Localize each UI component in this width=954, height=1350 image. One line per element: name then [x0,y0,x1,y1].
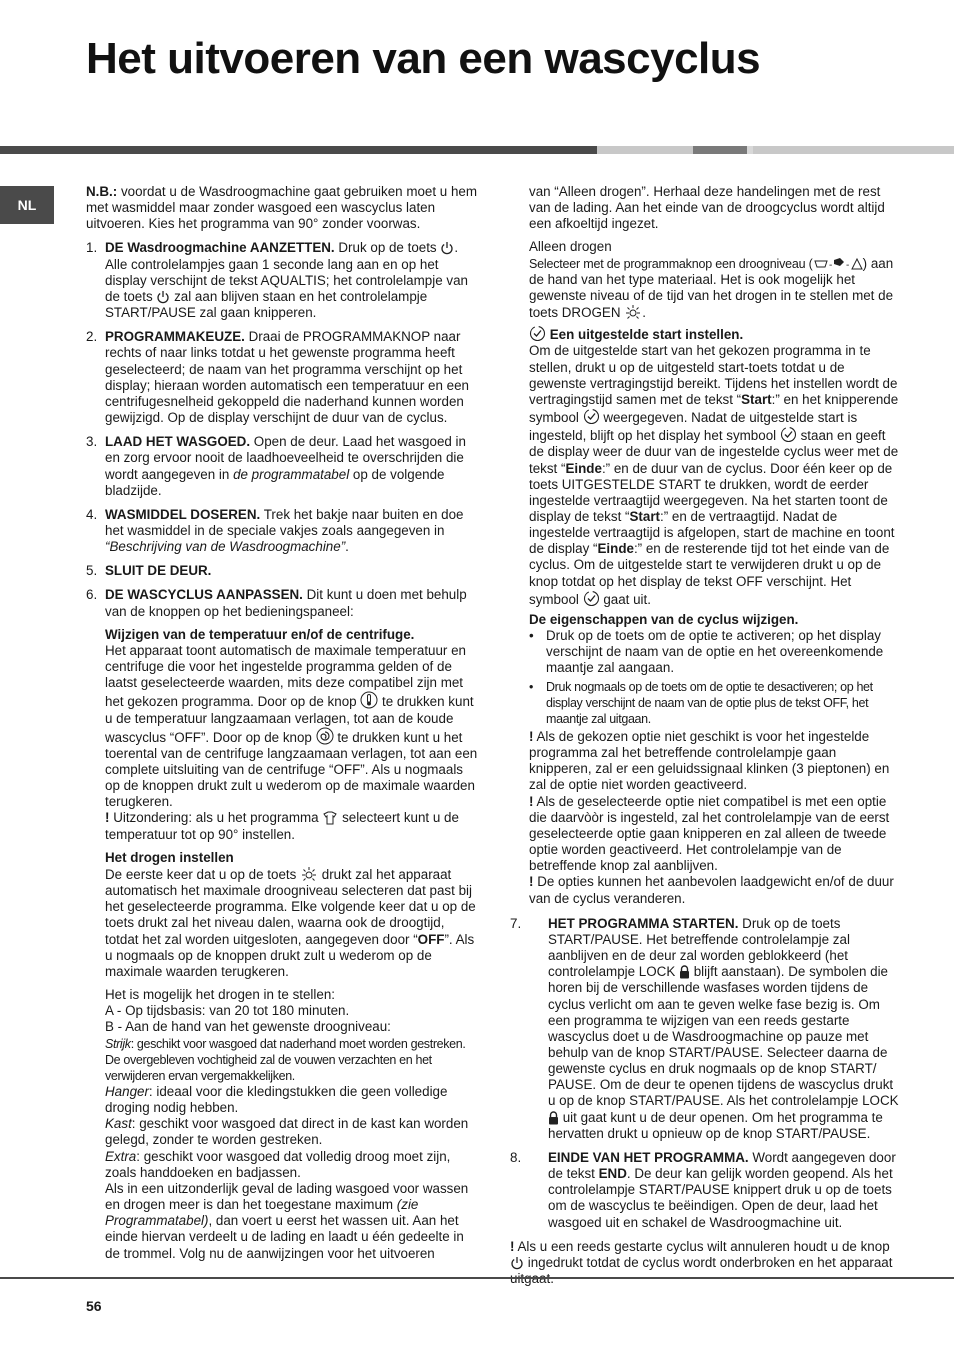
svg-text:-: - [845,259,849,271]
header-bar-segment [597,146,693,154]
continued-paragraph: van “Alleen drogen”. Herhaal deze handelingen met de rest van de lading. Aan het einde van de droogcyclus wordt altijd een afkoeltijd ingezet. [529,184,885,232]
delay-start-icon [583,590,600,607]
temperature-icon [360,691,378,709]
temperature-section: Wijzigen van de temperatuur en/of de centrifuge. Het apparaat toont automatisch de maximale temperatuur en centrifuge die voor het ingestelde programma gelden of de laatst geselecteerde waarden, mits deze compatibel zijn met het gekozen programma. Door op de knop te drukken kunt u de temperatuur langzaamaan verlagen, tot aan de koude wascyclus “OFF”. Door op de knop te drukken kunt u het toerental van de centrifuge langzaamaan verlagen, tot aan een complete uitsluiting van de centrifuge “OFF”. Als u nogmaals op de knoppen drukt zult u wederom op de maximale waarden terugkeren. ! Uitzondering: als u het programma selecteert kunt u de temperatuur tot op 90° instellen. [105,626,478,842]
delay-start-icon [780,426,797,443]
step-5: 5. SLUIT DE DEUR. [86,563,212,579]
spin-icon [316,727,334,745]
step-7: 7. HET PROGRAMMA STARTEN. Druk op de toets START/PAUSE. Het betreffende controlelampje zal aanblijven en de deur zal worden geblokkeerd (het controlelampje LOCK blijft aanstaan). De symbolen die horen bij de verschillende wasfases worden tijdens de cyclus verlicht om aan te geven welke fase bezig is. Om een programma te wijzigen van een reeds gestarte wascyclus doet u de Wasdroogmachine op pauze met behulp van de knop START/PAUSE. Selecteer daarna de gewenste cyclus en druk nogmaals op de knop START/ PAUSE. Om de deur te openen tijdens de wascyclus drukt u op de knop START/PAUSE. Als het controlelampje LOCK uit gaat kunt u de deur openen. Om het programma te hervatten drukt u opnieuw op de knop START/PAUSE. [510,915,899,1141]
list-item: • Druk nogmaals op de toets om de optie te desactiveren; op het display verschijnt de naam van de optie plus de tekst OFF, het maantje zal uitgaan. [529,679,873,726]
list-item: • Druk op de toets om de optie te activeren; op het display verschijnt de naam van de optie en het overeenkomende maantje zal aangaan. [529,628,884,676]
step-8: 8. EINDE VAN HET PROGRAMMA. Wordt aangegeven door de tekst END. De deur kan gelijk worden geopend. Als het controlelampje START/PAUSE knippert druk u op de toets om de wascyclus te beëindigen. Open de deur, laad het wasgoed uit en schakel de Wasdroogmachine uit. [510,1149,896,1230]
warning-paragraph: ! Als de gekozen optie niet geschikt is voor het ingestelde programma zal het betreffende controlelampje gaan knipperen, zal er een geluidssignaal klinken (3 pieptonen) en zal de optie niet worden geactiveerd. [529,729,890,793]
right-column [510,184,901,1287]
steps-list-continued [510,915,901,1231]
footer-rule [0,1277,954,1279]
delay-start-icon [529,325,546,342]
header-bar-segment [693,146,747,154]
drying-icon [624,304,642,320]
step-2: 2. PROGRAMMAKEUZE. Draai de PROGRAMMAKNOP naar rechts of naar links totdat u het gewenste programma heeft geselecteerd; de naam van het programma verschijnt op het display; hieraan worden automatisch een temperatuur en een centrifugesnelheid gekoppeld die naderhand kunnen worden gewijzigd. Op de display verschijnt de duur van de cyclus. [86,329,470,426]
header-bar [0,146,597,154]
properties-section: De eigenschappen van de cyclus wijzigen. • Druk op de toets om de optie te activeren; op het display verschijnt de naam van de optie en het overeenkomende maantje zal aangaan. • Druk nogmaals op de toets om de optie te desactiveren; op het display verschijnt de naam van de optie plus de tekst OFF, het maantje zal uitgaan. ! Als de gekozen optie niet geschikt is voor het ingestelde programma zal het betreffende controlelampje gaan knipperen, zal er een geluidssignaal klinken (3 pieptonen) en zal de optie niet worden geactiveerd. ! Als de geselecteerde optie niet compatibel is met een optie die daarvòòr is ingesteld, zal het controlelampje van de eerst geselecteerde optie gaan knipperen en zal alleen de tweede optie worden geactiveerd. Het controlelampje van de betreffende knop zal aanblijven. ! De opties kunnen het aanbevolen laadgewicht en/of de duur van de cyclus veranderen. [529,612,901,907]
left-column [86,184,478,1270]
drying-section: Het drogen instellen De eerste keer dat u op de toets drukt zal het apparaat automatisch het maximale droogniveau selecteren dat past bij het geselecteerde programma. Elke volgende keer dat u op de toets drukt zal het niveau dalen, waarna ook de droogtijd, totdat het zal worden uitgesloten, aangegeven door “OFF”. Als u nogmaals op de knoppen drukt zult u wederom op de maximale waarden terugkeren. [105,849,476,979]
step-6: 6. DE WASCYCLUS AANPASSEN. Dit kunt u doen met behulp van de knoppen op het bedieningspaneel: Wijzigen van de temperatuur en/of de centrifuge. Het apparaat toont automatisch de maximale temperatuur en centrifuge die voor het ingestelde programma gelden of de laatst geselecteerde waarden, mits deze compatibel zijn met het gekozen programma. Door op de knop te drukken kunt u de temperatuur langzaamaan verlagen, tot aan de koude wascyclus “OFF”. Door op de knop te drukken kunt u het toerental van de centrifuge langzaamaan verlagen, tot aan een complete uitsluiting van de centrifuge “OFF”. Als u nogmaals op de knoppen drukt zult u wederom op de maximale waarden terugkeren. ! Uitzondering: als u het programma selecteert kunt u de temperatuur tot op 90° instellen. Het drogen instellen De eerste keer dat u op de toets drukt zal het apparaat automatisch het maximale droogniveau selecteren dat past bij het geselecteerde programma. Elke volgende keer dat u op de toets drukt zal het niveau dalen, waarna ook de droogtijd, totdat het zal worden uitgesloten, aangegeven door “OFF”. Als u nogmaals op de knoppen drukt zult u wederom op de maximale waarden terugkeren. Het is mogelijk het drogen in te stellen: A - Op tijdsbasis: van 20 tot 180 minuten. B - Aan de hand van het gewenste droogniveau: Strijk: geschikt voor wasgoed dat naderhand moet worden gestreken. De overgebleven vochtigheid zal de vouwen verzachten en het verwijderen ervan vergemakkelijken. Hanger: ideaal voor die kledingstukken die geen volledige droging nodig hebben. Kast: geschikt voor wasgoed dat direct in de kast kan worden gelegd, zonder te worden gestreken. Extra: geschikt voor wasgoed dat volledig droog moet zijn, zoals handdoeken en badjassen. Als in een uitzonderlijk geval de lading wasgoed voor wassen en drogen meer is dan het toegestane maximum (zie Programmatabel), dan voert u eerst het wassen uit. Aan het einde hiervan verdeelt u de lading en laadt u één gedeelte in de trommel. Volg nu de aanwijzingen voor het uitvoeren [86,587,478,1261]
lock-icon [679,965,690,979]
steps-list [86,240,478,1261]
warning-paragraph: ! De opties kunnen het aanbevolen laadgewicht en/of de duur van de cyclus veranderen. [529,874,894,906]
wool-icon [322,811,338,825]
language-tab: NL [0,186,54,224]
power-icon [510,1256,524,1270]
page-title: Het uitvoeren van een wascyclus [86,34,761,83]
power-icon [156,290,170,304]
step-1: 1. DE Wasdroogmachine AANZETTEN. Druk op de toets . Alle controlelampjes gaan 1 seconde lang aan en op het display verschijnt de tekst AQUALTIS; het controlelampje van de toets zal aan blijven staan en het controlelampje START/PAUSE zal gaan knipperen. [86,240,468,321]
svg-text:-: - [828,259,832,271]
alleen-drogen-section: Alleen drogen Selecteer met de programmaknop een droogniveau ( - - ) aan de hand van het type materiaal. Het is ook mogelijk het gewenste niveau of de tijd van het drogen in te stellen met de toets DROGEN . [529,239,894,321]
step-3: 3. LAAD HET WASGOED. Open de deur. Laad het wasgoed in en zorg ervoor nooit de laadhoeveelheid te overschrijden die wordt aangegeven in de programmatabel op de volgende bladzijde. [86,434,466,498]
drying-options: Het is mogelijk het drogen in te stellen: A - Op tijdsbasis: van 20 tot 180 minuten. B - Aan de hand van het gewenste droogniveau: Strijk: geschikt voor wasgoed dat naderhand moet worden gestreken. De overgebleven vochtigheid zal de vouwen verzachten en het verwijderen ervan vergemakkelijken. Hanger: ideaal voor die kledingstukken die geen volledige droging nodig hebben. Kast: geschikt voor wasgoed dat direct in de kast kan worden gelegd, zonder te worden gestreken. Extra: geschikt voor wasgoed dat volledig droog moet zijn, zoals handdoeken en badjassen. Als in een uitzonderlijk geval de lading wasgoed voor wassen en drogen meer is dan het toegestane maximum (zie Programmatabel), dan voert u eerst het wassen uit. Aan het einde hiervan verdeelt u de lading en laadt u één gedeelte in de trommel. Volg nu de aanwijzingen voor het uitvoeren [105,987,469,1261]
power-icon [440,241,454,255]
step-4: 4. WASMIDDEL DOSEREN. Trek het bakje naar buiten en doe het wasmiddel in de speciale vakjes zoals aangegeven in “Beschrijving van de Wasdroogmachine”. [86,506,464,555]
delay-start-icon [583,408,600,425]
dry-level-icon [813,257,863,271]
lock-icon [548,1111,559,1125]
delay-start-section: Een uitgestelde start instellen. Om de uitgestelde start van het gekozen programma in te stellen, drukt u op de uitgesteld start-toets totdat u de gewenste vertragingstijd bereikt. Tijdens het instellen wordt de vertragingstijd samen met de tekst “Start:” en het knipperende symbool weergegeven. Nadat de uitgestelde start is ingesteld, blijft op het display het symbool staan en geeft de display weer de duur van de ingestelde cyclus weer met de tekst “Einde:” en de duur van de cyclus. Door één keer op de toets UITGESTELDE START te drukken, wordt de eerder ingestelde vertraagtijd weergegeven. Na het starten toont de display de tekst “Start:” en de vertraagtijd. Nadat de ingestelde vertraagtijd is afgelopen, start de machine en toont de display “Einde:” en de resterende tijd tot het einde van de cyclus. Om de uitgestelde start te verwijderen drukt u op de knop totdat op het display de tekst OFF verschijnt. Het symbool gaat uit. [529,327,899,607]
nb-paragraph: N.B.: voordat u de Wasdroogmachine gaat gebruiken moet u hem met wasmiddel maar zonder wasgoed een wascyclus laten uitvoeren. Kies het programma van 90° zonder voorwas. [86,184,478,232]
cancel-paragraph: ! Als u een reeds gestarte cyclus wilt annuleren houdt u de knop ingedrukt totdat de cyclus wordt onderbroken en het apparaat [510,1238,893,1270]
drying-icon [300,866,318,882]
page-number: 56 [86,1298,102,1314]
header-bar-segment [753,146,954,154]
warning-paragraph: ! Als de geselecteerde optie niet compatibel is met een optie die daarvòòr is ingesteld, zal het controlelampje van de eerst geselecteerde optie gaan knipperen en zal alleen de tweede optie worden geactiveerd. Het controlelampje van de betreffende knop zal aanblijven. [529,793,890,874]
